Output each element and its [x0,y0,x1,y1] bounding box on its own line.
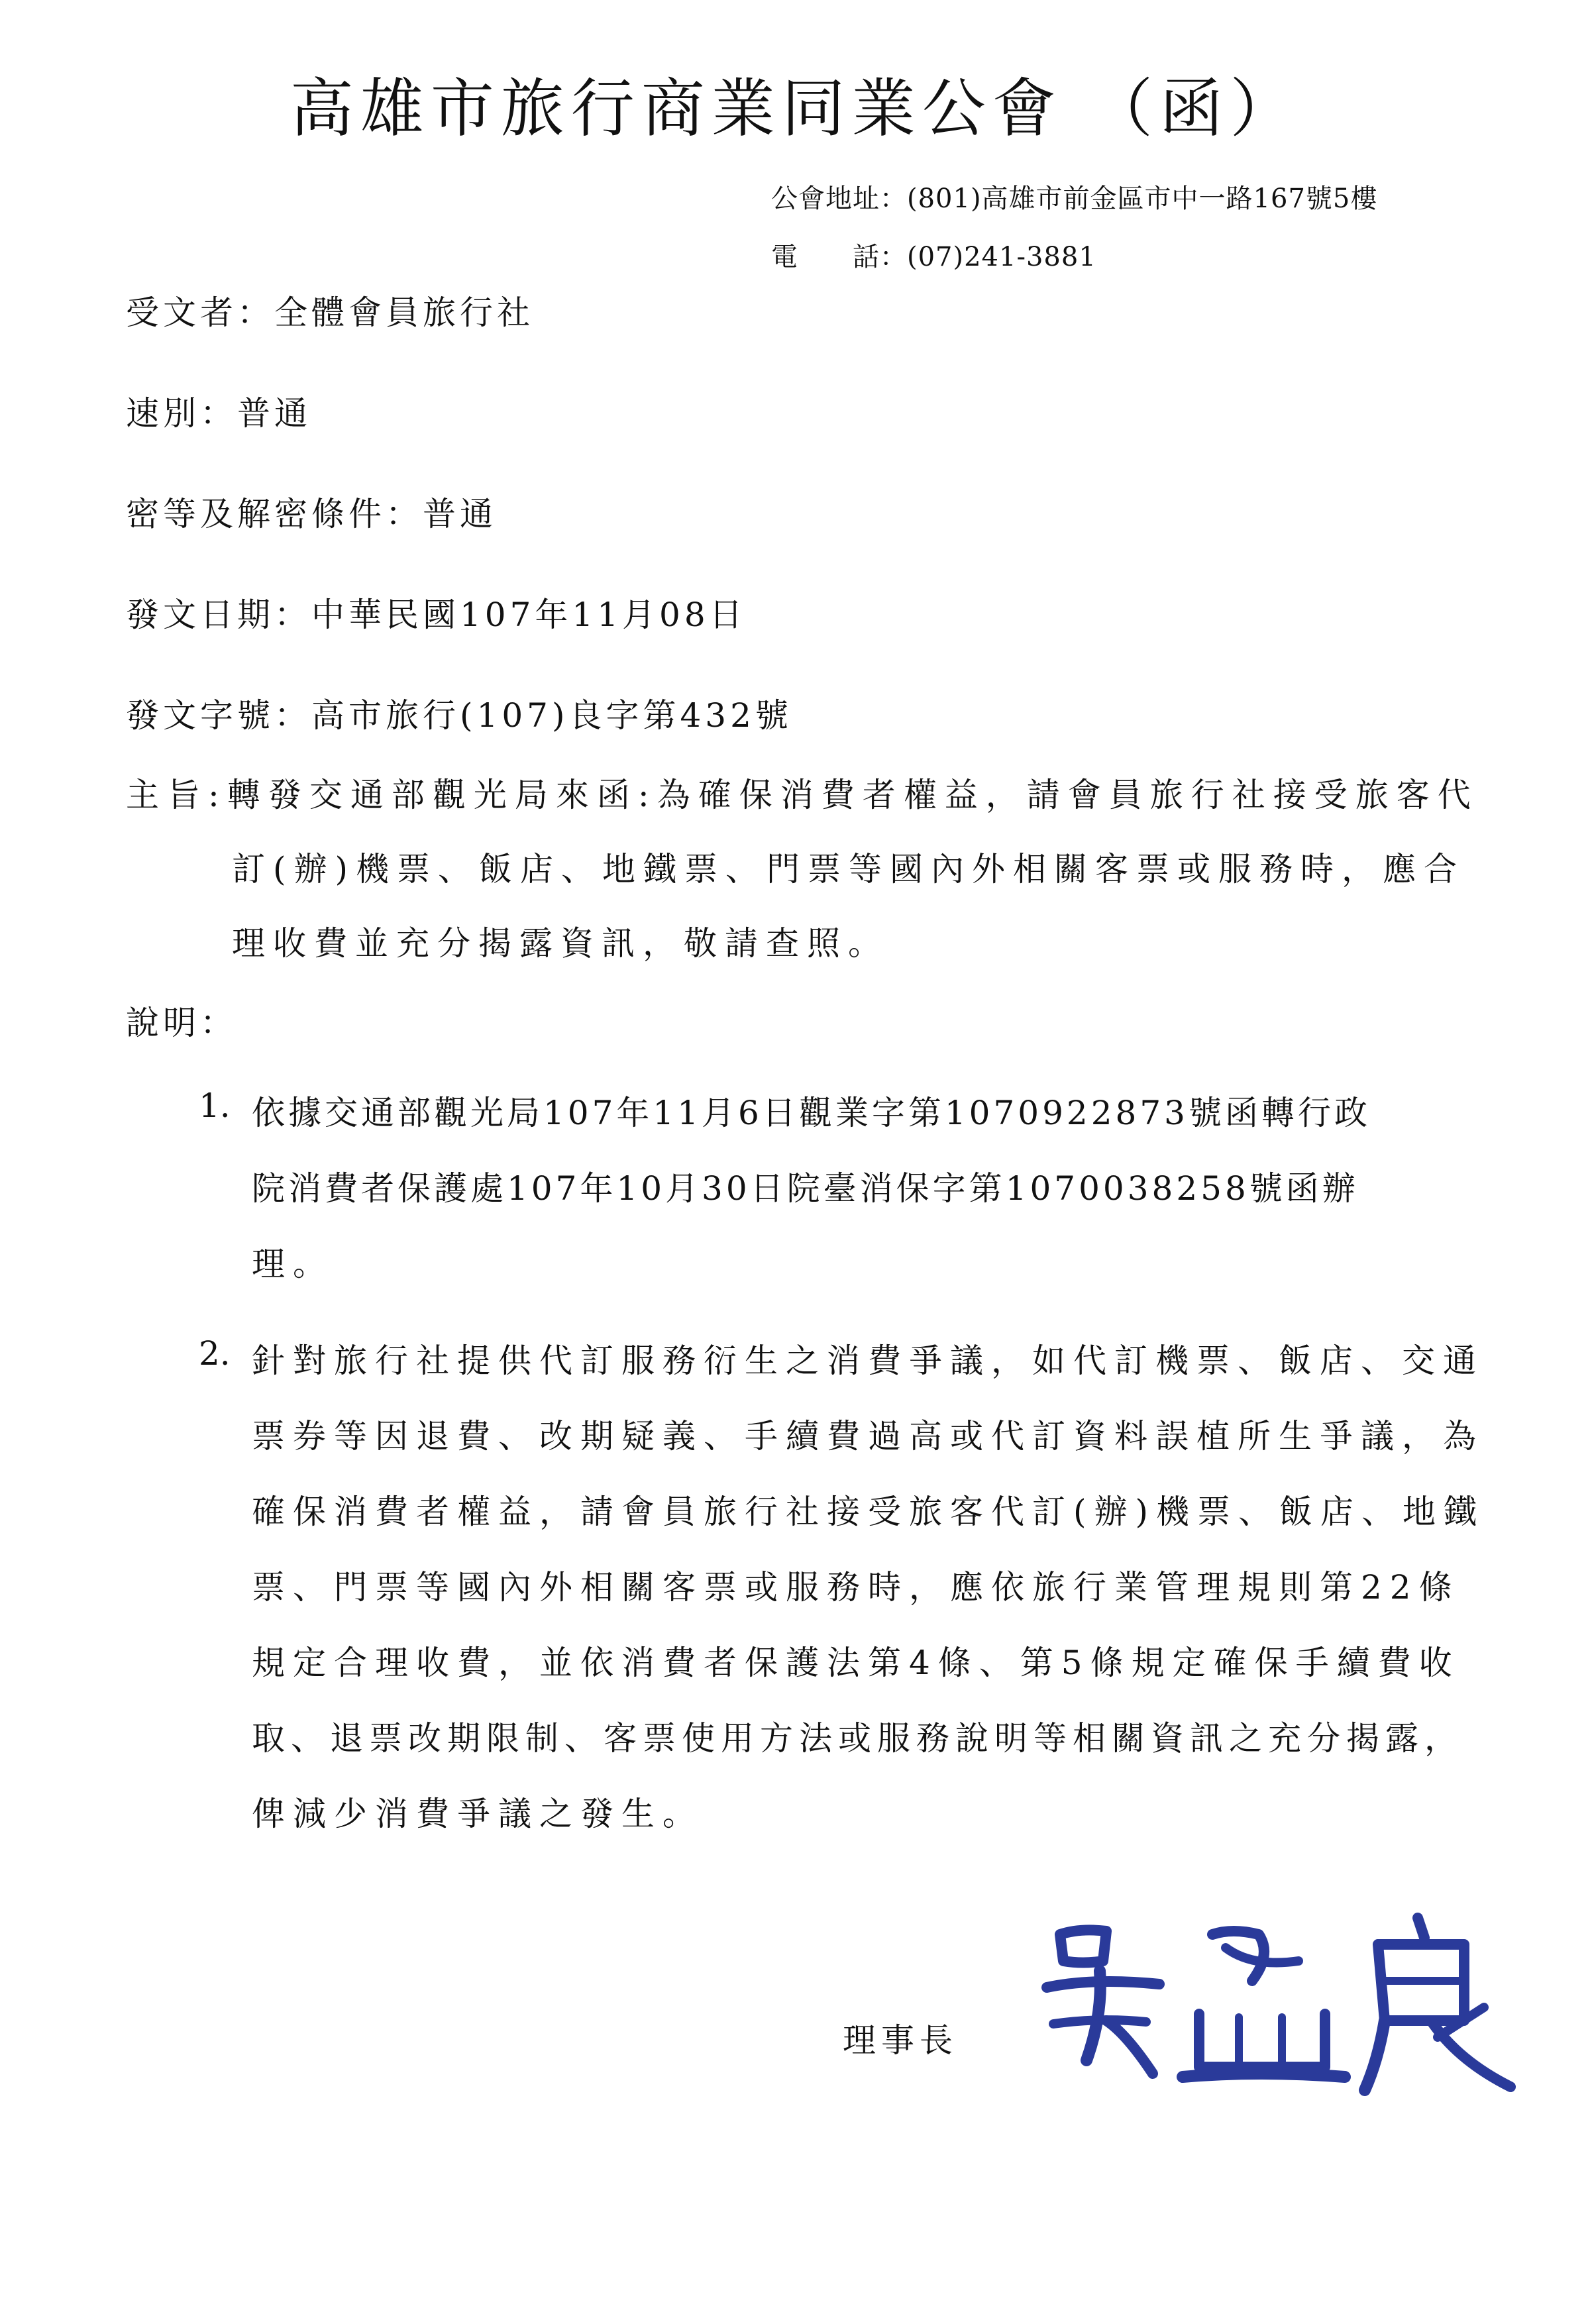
explanation-label: 說明： [126,1004,237,1042]
item-line: 確保消費者權益，請會員旅行社接受旅客代訂(辦)機票、飯店、地鐵 [252,1493,1485,1531]
document-title: 高雄市旅行商業同業公會 （函） [290,72,1300,146]
item-line: 針對旅行社提供代訂服務衍生之消費爭議，如代訂機票、飯店、交通 [252,1342,1484,1380]
doc-number-field: 發文字號：高市旅行(107)良字第432號 [126,696,792,735]
item-line: 依據交通部觀光局107年11月6日觀業字第1070922873號函轉行政 [252,1094,1371,1132]
item-line: 規定合理收費，並依消費者保護法第4條、第5條規定確保手續費收 [252,1644,1460,1682]
item-line: 俾減少消費爭議之發生。 [252,1795,704,1833]
item-line: 理。 [252,1245,334,1283]
subject-line: 主旨:轉發交通部觀光局來函:為確保消費者權益，請會員旅行社接受旅客代 [126,776,1479,814]
subject-line: 訂(辦)機票、飯店、地鐵票、門票等國內外相關客票或服務時，應合 [232,850,1465,888]
item-line: 票券等因退費、改期疑義、手續費過高或代訂資料誤植所生爭議，為 [252,1417,1484,1455]
subject-line: 理收費並充分揭露資訊，敬請查照。 [232,924,889,963]
item-number: 2. [199,1334,231,1373]
association-address: 公會地址：(801)高雄市前金區市中一路167號5樓 [771,184,1378,214]
item-line: 票、門票等國內外相關客票或服務時，應依旅行業管理規則第22條 [252,1568,1460,1607]
classification-field: 密等及解密條件：普通 [126,495,497,533]
item-line: 院消費者保護處107年10月30日院臺消保字第1070038258號函辦 [252,1169,1359,1208]
date-field: 發文日期：中華民國107年11月08日 [126,596,747,634]
association-phone: 電 話：(07)241-3881 [771,242,1096,272]
speed-field: 速別：普通 [126,394,311,433]
item-line: 取、退票改期限制、客票使用方法或服務說明等相關資訊之充分揭露， [252,1719,1463,1758]
chairman-label: 理事長 [843,2021,958,2060]
item-number: 1. [199,1086,231,1125]
recipient-field: 受文者：全體會員旅行社 [126,293,534,332]
handwritten-signature [1034,1908,1524,2107]
